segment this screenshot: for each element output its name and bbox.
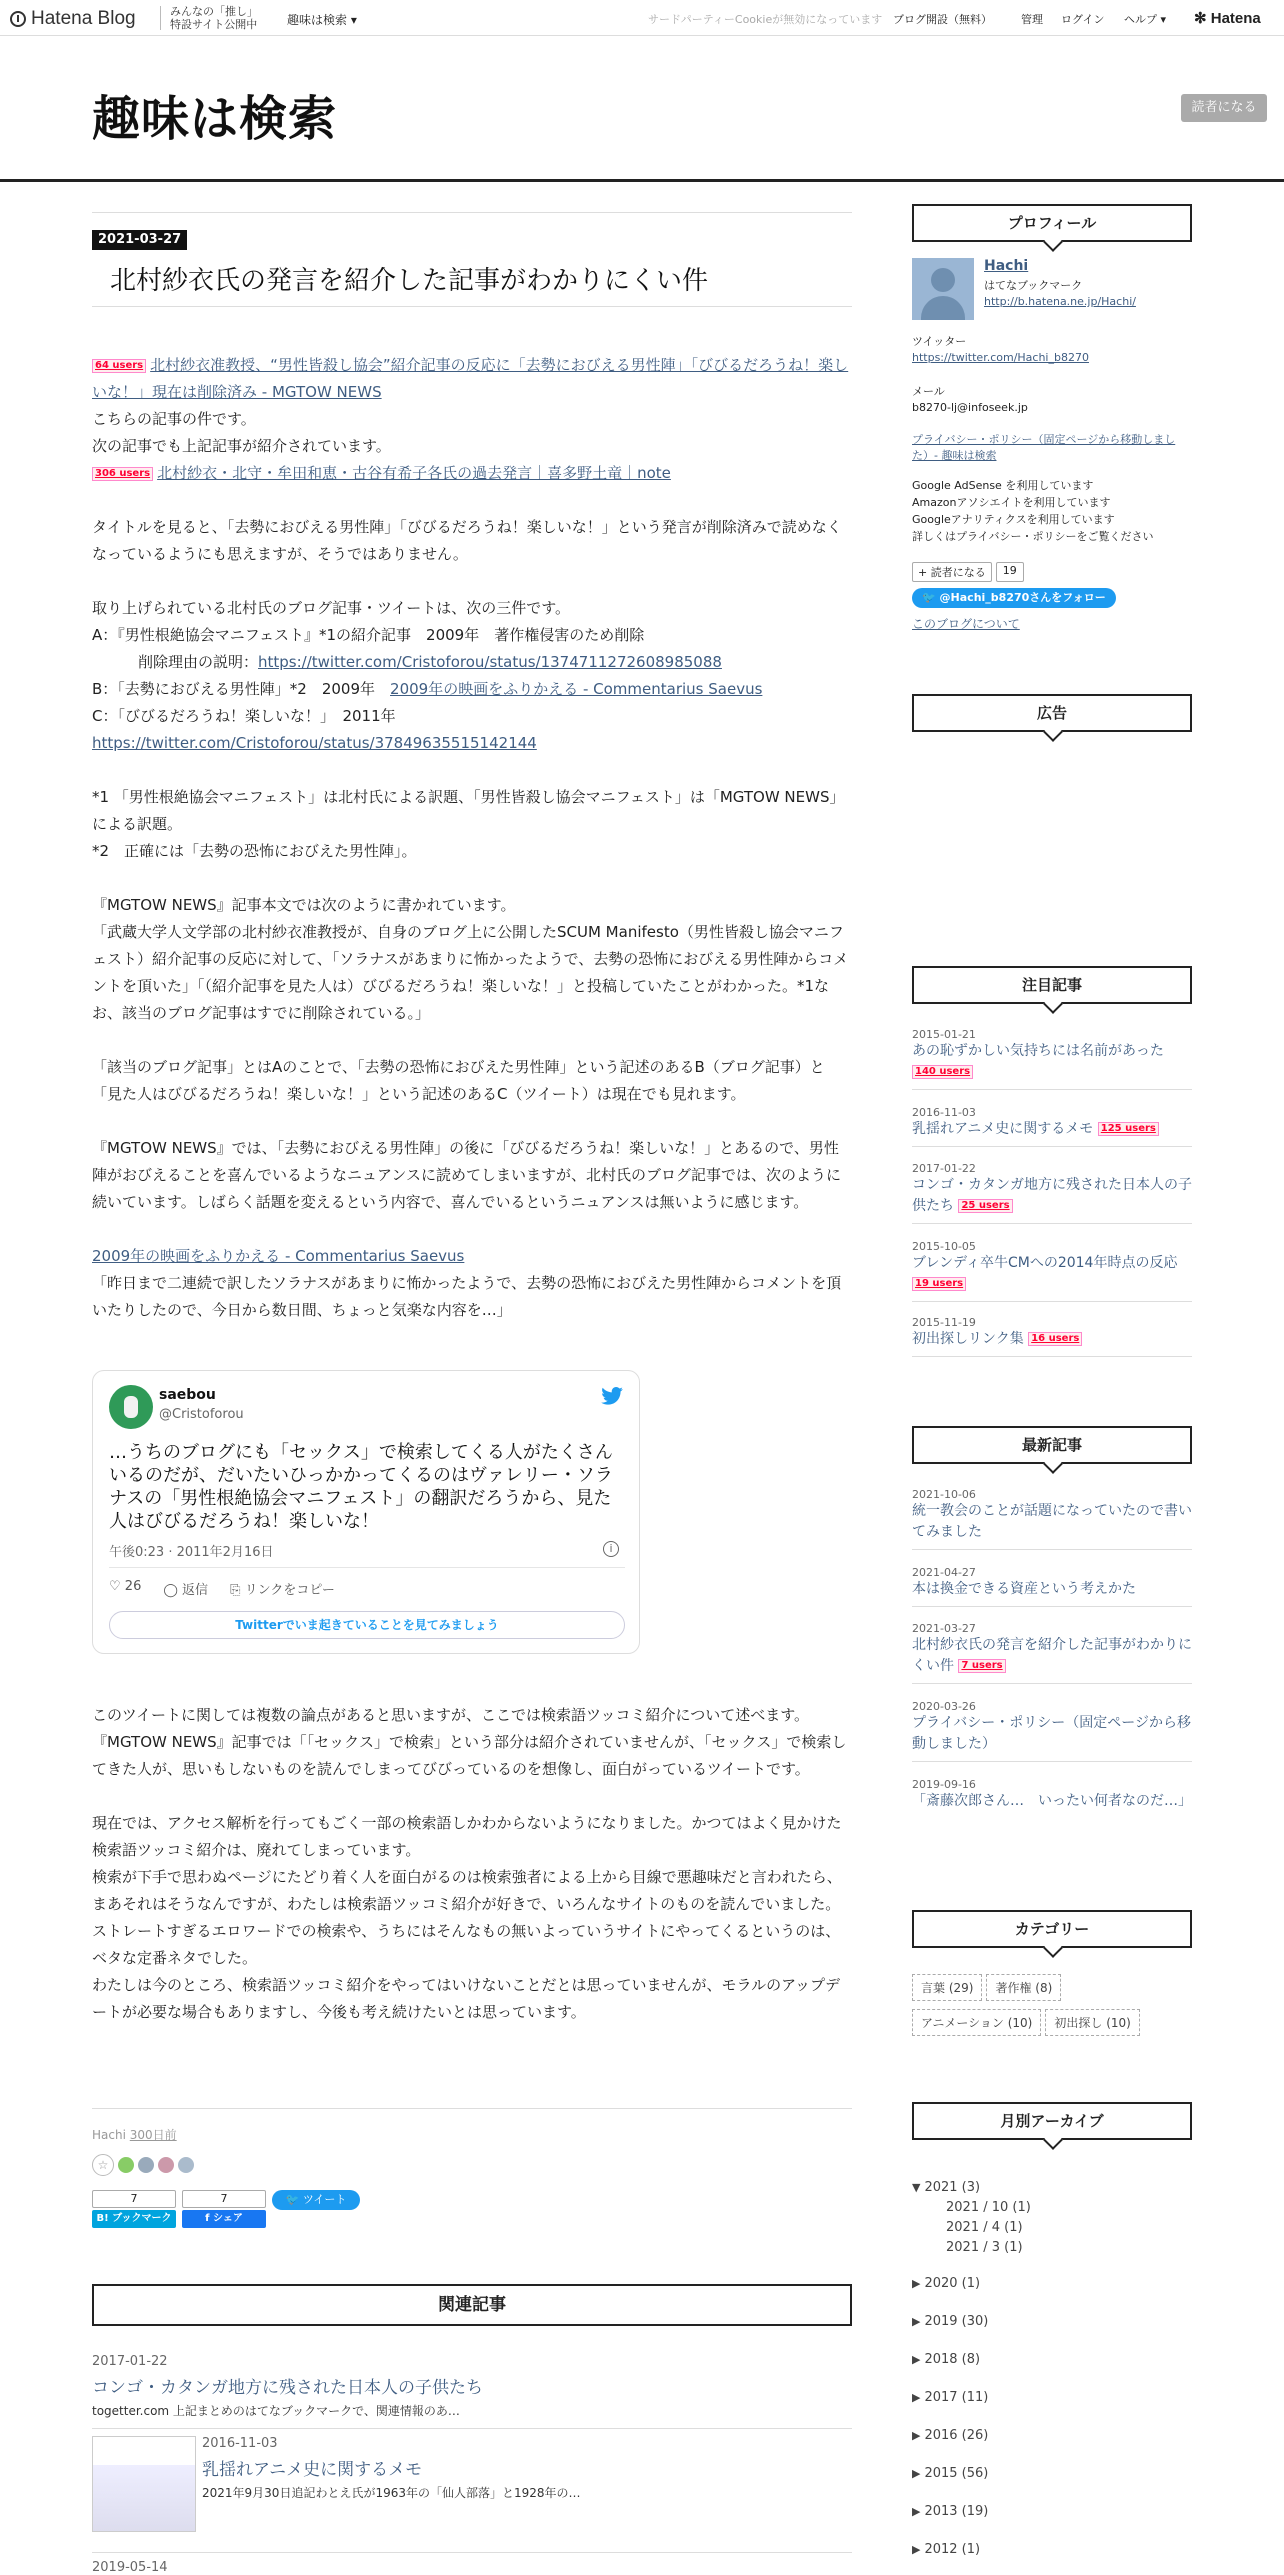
cookie-notice: サードパーティーCookieが無効になっています: [648, 13, 883, 26]
archive-year[interactable]: [912, 2390, 988, 2405]
bookmark-users-badge[interactable]: 125 users: [1098, 1122, 1159, 1136]
bookmark-users-badge[interactable]: 25 users: [958, 1199, 1012, 1213]
sidebar-subscribe-label: 読者になる: [930, 566, 986, 579]
mail-address: b8270-lj@infoseek.jp: [912, 401, 1028, 414]
triangle-down-icon: ▼: [912, 2181, 921, 2194]
paragraph: タイトルを見ると、「去勢におびえる男性陣」「びびるだろうね！楽しいな！」という発言が削除済みで読めなくなっているようにも思えますが、そうではありません。: [92, 518, 842, 563]
featured-title[interactable]: コンゴ・カタンガ地方に残された日本人の子供たち: [912, 1177, 1192, 1214]
entry-byline: [92, 2126, 177, 2143]
archive-year-label: 2012 (1): [924, 2542, 981, 2557]
entry-body: [92, 352, 852, 1324]
recent-title[interactable]: 統一教会のことが話題になっていたので書いてみました: [912, 1503, 1192, 1540]
item-b: [92, 676, 852, 703]
embedded-tweet[interactable]: [92, 1370, 640, 1654]
footnote: *1 「男性根絶協会マニフェスト」は北村氏による訳題、「男性皆殺し協会マニフェスト」は「MGTOW NEWS」による訳題。: [92, 788, 845, 833]
reply-label: 返信: [182, 1583, 209, 1598]
hatena-brand[interactable]: [1194, 9, 1261, 27]
item-a-reason: [92, 649, 852, 676]
paragraph: わたしは今のところ、検索語ツッコミ紹介をやってはいけないことだとは思っていませんが、モラルのアップデートが必要な場合もありますし、今後も考え続けたいとは思っています。: [92, 1976, 841, 2021]
reply-icon: ◯: [163, 1583, 178, 1598]
entry-body-continued: [92, 1702, 852, 2026]
tweet-author-handle[interactable]: @Cristoforou: [159, 1407, 244, 1422]
recent-title[interactable]: プライバシー・ポリシー（固定ページから移動しました）: [912, 1715, 1192, 1752]
paragraph: 『MGTOW NEWS』では、「去勢におびえる男性陣」の後に「びびるだろうね！楽しいな！」とあるので、男性陣がおびえることを喜んでいるようなニュアンスに読めてしまいますが、北村氏のブログ記事では、次のように続いています。しばらく話題を変えるという内容で、喜んでいるというニュアンスは無いように感じます。: [92, 1139, 841, 1211]
twitter-profile-link[interactable]: https://twitter.com/Hachi_b8270: [912, 351, 1089, 364]
paragraph: 取り上げられている北村氏のブログ記事・ツイートは、次の三件です。: [92, 599, 571, 617]
hatena-mark-icon: ✻: [1194, 10, 1207, 27]
tweet-link-c[interactable]: https://twitter.com/Cristoforou/status/37849635515142144: [92, 734, 537, 752]
featured-item[interactable]: [912, 1162, 1192, 1224]
featured-date: 2015-01-21: [912, 1028, 976, 1041]
related-date: 2017-01-22: [92, 2354, 168, 2369]
hatena-brand-text: Hatena: [1210, 10, 1261, 27]
recent-item[interactable]: [912, 1488, 1192, 1550]
promo-line-2: 特設サイト公開中: [170, 18, 258, 31]
divider: [92, 306, 852, 307]
featured-title[interactable]: 初出探しリンク集: [912, 1331, 1024, 1347]
featured-item[interactable]: [912, 1028, 1192, 1090]
archive-month[interactable]: 2021 / 4 (1): [946, 2220, 1023, 2235]
archive-heading: 月別アーカイブ: [912, 2102, 1192, 2140]
tweet-author-name[interactable]: saebou: [159, 1387, 216, 1403]
tweet-actions: [109, 1579, 335, 1598]
related-thumbnail[interactable]: [92, 2436, 196, 2532]
help-label: ヘルプ: [1124, 13, 1157, 26]
related-date: 2019-05-14: [92, 2560, 168, 2575]
twitter-cta-button[interactable]: Twitterでいま起きていることを見てみましょう: [109, 1611, 625, 1639]
facebook-icon: f: [205, 2213, 210, 2224]
recent-date: 2021-03-27: [912, 1622, 976, 1635]
copy-link-label: リンクをコピー: [244, 1583, 335, 1598]
promo-banner[interactable]: [170, 5, 258, 31]
category-tag[interactable]: 著作権 (8): [986, 1974, 1061, 2001]
related-date: 2016-11-03: [202, 2436, 278, 2451]
help-menu[interactable]: [1124, 11, 1166, 27]
item-a: A：『男性根絶協会マニフェスト』*1の紹介記事 2009年 著作権侵害のため削除: [92, 626, 645, 644]
heart-icon: ♡: [109, 1579, 121, 1594]
hatena-bookmark-label: はてなブックマーク: [984, 279, 1083, 292]
recent-item[interactable]: [912, 1622, 1192, 1684]
archive-year-label: 2018 (8): [924, 2352, 981, 2367]
bookmark-users-badge[interactable]: 140 users: [912, 1065, 973, 1079]
ad-heading: 広告: [912, 694, 1192, 732]
reason-label: 削除理由の説明：: [138, 653, 259, 671]
blog-link-b[interactable]: 2009年の映画をふりかえる - Commentarius Saevus: [390, 680, 763, 698]
bookmark-users-badge[interactable]: 19 users: [912, 1277, 966, 1291]
featured-title[interactable]: あの恥ずかしい気持ちには名前があった: [912, 1043, 1164, 1059]
item-c-text: C：「びびるだろうね！楽しいな！」 2011年: [92, 707, 396, 725]
archive-year-open[interactable]: [912, 2180, 980, 2195]
info-icon[interactable]: i: [603, 1541, 619, 1557]
featured-item[interactable]: [912, 1240, 1192, 1302]
archive-year-label: 2021 (3): [924, 2180, 981, 2195]
subscriber-count: 19: [996, 562, 1024, 582]
category-tag[interactable]: 言葉 (29): [912, 1974, 982, 2001]
follow-label: @Hachi_b8270さんをフォロー: [939, 591, 1106, 604]
hatena-bookmark-link[interactable]: http://b.hatena.ne.jp/Hachi/: [984, 295, 1136, 308]
archive-year-label: 2019 (30): [924, 2314, 989, 2329]
recent-date: 2019-09-16: [912, 1778, 976, 1791]
permalink-time[interactable]: 300日前: [129, 2128, 177, 2142]
hatena-blog-logo[interactable]: [10, 8, 136, 30]
tweet-share-button[interactable]: [272, 2190, 360, 2210]
bookmark-users-badge[interactable]: 64 users: [92, 359, 146, 373]
bookmark-users-badge[interactable]: 16 users: [1028, 1332, 1082, 1346]
archive-year[interactable]: [912, 2428, 988, 2443]
featured-date: 2015-10-05: [912, 1240, 976, 1253]
link-icon: ⎘: [230, 1583, 241, 1598]
amazon-note: Amazonアソシエイトを利用しています: [912, 496, 1111, 509]
featured-heading: 注目記事: [912, 966, 1192, 1004]
promo-line-1: みんなの「推し」: [170, 5, 258, 18]
facebook-share-button[interactable]: [182, 2210, 266, 2228]
archive-year[interactable]: [912, 2542, 980, 2557]
reply-button[interactable]: [163, 1579, 208, 1598]
blog-menu[interactable]: [287, 11, 357, 28]
caret-down-icon: ▾: [1160, 13, 1167, 26]
blog-header: [0, 36, 1284, 182]
analytics-note: Googleアナリティクスを利用しています: [912, 513, 1115, 526]
hatena-bookmark-share[interactable]: [92, 2190, 176, 2228]
featured-title[interactable]: 乳揺れアニメ史に関するメモ: [912, 1121, 1094, 1137]
archive-year-label: 2016 (26): [924, 2428, 989, 2443]
recent-item[interactable]: [912, 1700, 1192, 1762]
star-user-icon[interactable]: [118, 2157, 134, 2173]
divider: [92, 212, 852, 213]
quote-paragraph: 「武蔵大学人文学部の北村紗衣准教授が、自身のブログ上に公開したSCUM Manifesto（男性皆殺し協会マニフェスト）紹介記事の反応に対して、「ソラナスがあまりに怖かったようで、去勢の恐怖におびえる男性陣からコメントを頂いた」「（紹介記事を見た人は）びびるだろうね！楽しいな！」と投稿していたことがわかった。*1なお、該当のブログ記事はすでに削除されている。」: [92, 923, 849, 1022]
sidebar-subscribe-button[interactable]: [912, 562, 992, 582]
featured-item[interactable]: [912, 1316, 1192, 1357]
triangle-right-icon: ▶: [912, 2467, 921, 2480]
archive-year-label: 2015 (56): [924, 2466, 989, 2481]
tweet-text: …うちのブログにも「セックス」で検索してくる人がたくさんいるのだが、だいたいひっかかってくるのはヴァレリー・ソラナスの「男性根絶協会マニフェスト」の翻訳だろうから、見た人はびびるだろうね！楽しいな！: [109, 1442, 613, 1532]
open-blog-link[interactable]: ブログ開設（無料）: [893, 13, 992, 26]
paragraph: 『MGTOW NEWS』記事本文では次のように書かれています。: [92, 896, 516, 914]
facebook-count: 7: [182, 2190, 266, 2208]
triangle-right-icon: ▶: [912, 2543, 921, 2556]
paragraph: 『MGTOW NEWS』記事では「「セックス」で検索」という部分は紹介されていませんが、「セックス」で検索してきた人が、思いもしないものを読んでしまってびびっているのを想像し、面白がっているツイートです。: [92, 1733, 847, 1778]
archive-year[interactable]: [912, 2352, 980, 2367]
paragraph: 「該当のブログ記事」とはAのことで、「去勢の恐怖におびえた男性陣」という記述のあるB（ブログ記事）と「見た人はびびるだろうね！楽しいな！」という記述のあるC（ツイート）は現在でも見れます。: [92, 1058, 825, 1103]
divider: [92, 2552, 852, 2553]
profile-avatar[interactable]: [912, 258, 974, 320]
featured-date: 2017-01-22: [912, 1162, 976, 1175]
bookmark-button[interactable]: B! ブックマーク: [92, 2210, 176, 2228]
divider: [92, 2428, 852, 2429]
bookmark-users-badge[interactable]: 306 users: [92, 467, 153, 481]
twitter-bird-icon: 🐦: [922, 591, 936, 604]
featured-date: 2015-11-19: [912, 1316, 976, 1329]
bookmark-count: 7: [92, 2190, 176, 2208]
twitter-bird-icon[interactable]: [601, 1387, 623, 1405]
recent-heading: 最新記事: [912, 1426, 1192, 1464]
featured-date: 2016-11-03: [912, 1106, 976, 1119]
paragraph: こちらの記事の件です。: [92, 410, 256, 428]
paragraph: 検索が下手で思わぬページにたどり着く人を面白がるのは検索強者による上から目線で悪趣味だと言われたら、まあそれはそうなんですが、わたしは検索語ツッコミ紹介が好きで、いろんなサイトのものを読んでいました。ストレートすぎるエロワードでの検索や、うちにはそんなもの無いよっていうサイトにやってくるというのは、ベタな定番ネタでした。: [92, 1868, 842, 1967]
archive-year[interactable]: [912, 2314, 988, 2329]
triangle-right-icon: ▶: [912, 2505, 921, 2518]
paragraph: 次の記事でも上記記事が紹介されています。: [92, 437, 391, 455]
login-link[interactable]: ログイン: [1061, 13, 1105, 26]
adsense-note: Google AdSense を利用しています: [912, 479, 1094, 492]
recent-title[interactable]: 本は換金できる資産という考えかた: [912, 1581, 1136, 1597]
item-c: [92, 703, 852, 757]
archive-year-label: 2017 (11): [924, 2390, 989, 2405]
add-star-button[interactable]: ☆: [92, 2154, 114, 2176]
global-header: [0, 0, 1284, 36]
paragraph: [92, 352, 852, 406]
share-buttons: [92, 2190, 360, 2228]
mgtow-news-link[interactable]: 北村紗衣准教授、“男性皆殺し協会”紹介記事の反応に「去勢におびえる男性陣」「びびるだろうね！楽しいな！」現在は削除済み - MGTOW NEWS: [92, 356, 849, 401]
triangle-right-icon: ▶: [912, 2391, 921, 2404]
avatar[interactable]: [109, 1385, 153, 1429]
star-area: [92, 2154, 194, 2176]
author-name[interactable]: Hachi: [92, 2128, 126, 2142]
archive-year[interactable]: [912, 2276, 980, 2291]
category-tag[interactable]: 初出探し (10): [1045, 2009, 1139, 2036]
recent-item[interactable]: [912, 1566, 1192, 1607]
related-entries-heading: 関連記事: [92, 2284, 852, 2326]
footnote: *2 正確には「去勢の恐怖におびえた男性陣」。: [92, 842, 417, 860]
divider: [92, 2108, 852, 2109]
triangle-right-icon: ▶: [912, 2315, 921, 2328]
related-title[interactable]: 乳揺れアニメ史に関するメモ: [202, 2460, 423, 2480]
paragraph: このツイートに関しては複数の論点があると思いますが、ここでは検索語ツッコミ紹介について述べます。: [92, 1706, 810, 1724]
archive-year-label: 2020 (1): [924, 2276, 981, 2291]
recent-date: 2020-03-26: [912, 1700, 976, 1713]
blog-menu-label: 趣味は検索: [287, 13, 348, 27]
profile-heading: プロフィール: [912, 204, 1192, 242]
like-button[interactable]: [109, 1579, 141, 1598]
profile-name-link[interactable]: Hachi: [984, 258, 1029, 274]
recent-title[interactable]: 北村紗衣氏の発言を紹介した記事がわかりにくい件: [912, 1637, 1192, 1674]
blog-quote: 「昨日まで二連続で訳したソラナスがあまりに怖かったようで、去勢の恐怖におびえた男性陣からコメントを頂いたりしたので、今日から数日間、ちょっと気楽な内容を…」: [92, 1274, 842, 1319]
blog-title[interactable]: 趣味は検索: [92, 91, 338, 147]
category-tag[interactable]: アニメーション (10): [912, 2009, 1041, 2036]
archive-year[interactable]: [912, 2504, 988, 2519]
twitter-bird-icon: 🐦: [285, 2193, 300, 2206]
archive-month[interactable]: 2021 / 10 (1): [946, 2200, 1031, 2215]
star-user-icon[interactable]: [178, 2157, 194, 2173]
related-desc: togetter.com 上記まとめのはてなブックマークで、関連情報のあ…: [92, 2404, 460, 2418]
twitter-follow-button[interactable]: [912, 588, 1116, 608]
divider: [109, 1567, 625, 1568]
twitter-label: ツイッター: [912, 335, 967, 348]
profile-info: [984, 258, 1192, 310]
tweet-link-a[interactable]: https://twitter.com/Cristoforou/status/1374711272608985088: [258, 653, 722, 671]
item-b-text: B：「去勢におびえる男性陣」*2 2009年: [92, 680, 376, 698]
archive-year-label: 2013 (19): [924, 2504, 989, 2519]
recent-item[interactable]: [912, 1778, 1192, 1818]
logo-text: Hatena Blog: [31, 8, 136, 29]
recent-title[interactable]: 「斎藤次郎さん… いったい何者なのだ…」: [912, 1793, 1192, 1809]
category-heading: カテゴリー: [912, 1910, 1192, 1948]
about-blog-link[interactable]: このブログについて: [912, 617, 1020, 631]
featured-title[interactable]: ブレンディ卒牛CMへの2014年時点の反応: [912, 1255, 1178, 1271]
entry-title[interactable]: 北村紗衣氏の発言を紹介した記事がわかりにくい件: [110, 266, 709, 296]
plus-icon: +: [918, 566, 928, 579]
like-count: 26: [124, 1579, 142, 1594]
facebook-share[interactable]: [182, 2190, 266, 2228]
paragraph: [92, 460, 852, 487]
related-title[interactable]: コンゴ・カタンガ地方に残された日本人の子供たち: [92, 2378, 483, 2398]
triangle-right-icon: ▶: [912, 2353, 921, 2366]
divider: [160, 6, 161, 30]
copy-link-button[interactable]: [230, 1579, 335, 1598]
privacy-policy-link[interactable]: プライバシー・ポリシー（固定ページから移動しました）- 趣味は検索: [912, 433, 1176, 462]
blog-quote-link[interactable]: 2009年の映画をふりかえる - Commentarius Saevus: [92, 1247, 465, 1265]
mail-label: メール: [912, 385, 945, 398]
note-article-link[interactable]: 北村紗衣・北守・牟田和恵・古谷有希子各氏の過去発言｜喜多野土竜｜note: [157, 464, 671, 482]
tweet-share-label: ツイート: [302, 2193, 347, 2206]
entry-date[interactable]: 2021-03-27: [92, 230, 187, 250]
archive-year[interactable]: [912, 2466, 988, 2481]
star-user-icon[interactable]: [158, 2157, 174, 2173]
bookmark-users-badge[interactable]: 7 users: [958, 1659, 1005, 1673]
triangle-right-icon: ▶: [912, 2277, 921, 2290]
featured-item[interactable]: [912, 1106, 1192, 1147]
hatena-logo-icon: [10, 11, 26, 27]
category-list: [912, 1974, 1192, 2044]
subscribe-widget: [912, 562, 1024, 582]
admin-link[interactable]: 管理: [1021, 13, 1043, 26]
policy-note: 詳しくはプライバシー・ポリシーをご覧ください: [912, 530, 1154, 543]
related-entry[interactable]: [92, 2436, 852, 2540]
triangle-right-icon: ▶: [912, 2429, 921, 2442]
facebook-share-label: シェア: [213, 2213, 243, 2224]
related-entry[interactable]: [92, 2354, 852, 2419]
subscribe-button[interactable]: 読者になる: [1181, 94, 1267, 122]
recent-date: 2021-04-27: [912, 1566, 976, 1579]
caret-down-icon: ▾: [350, 13, 357, 27]
related-desc: 2021年9月30日追記わとえ氏が1963年の「仙人部落」と1928年の…: [202, 2486, 581, 2500]
tweet-time[interactable]: 午後0:23 · 2011年2月16日: [109, 1545, 274, 1560]
recent-date: 2021-10-06: [912, 1488, 976, 1501]
star-user-icon[interactable]: [138, 2157, 154, 2173]
archive-month[interactable]: 2021 / 3 (1): [946, 2240, 1023, 2255]
paragraph: 現在では、アクセス解析を行ってもごく一部の検索語しかわからないようになりました。かつてはよく見かけた検索語ツッコミ紹介は、廃れてしまっています。: [92, 1814, 842, 1859]
